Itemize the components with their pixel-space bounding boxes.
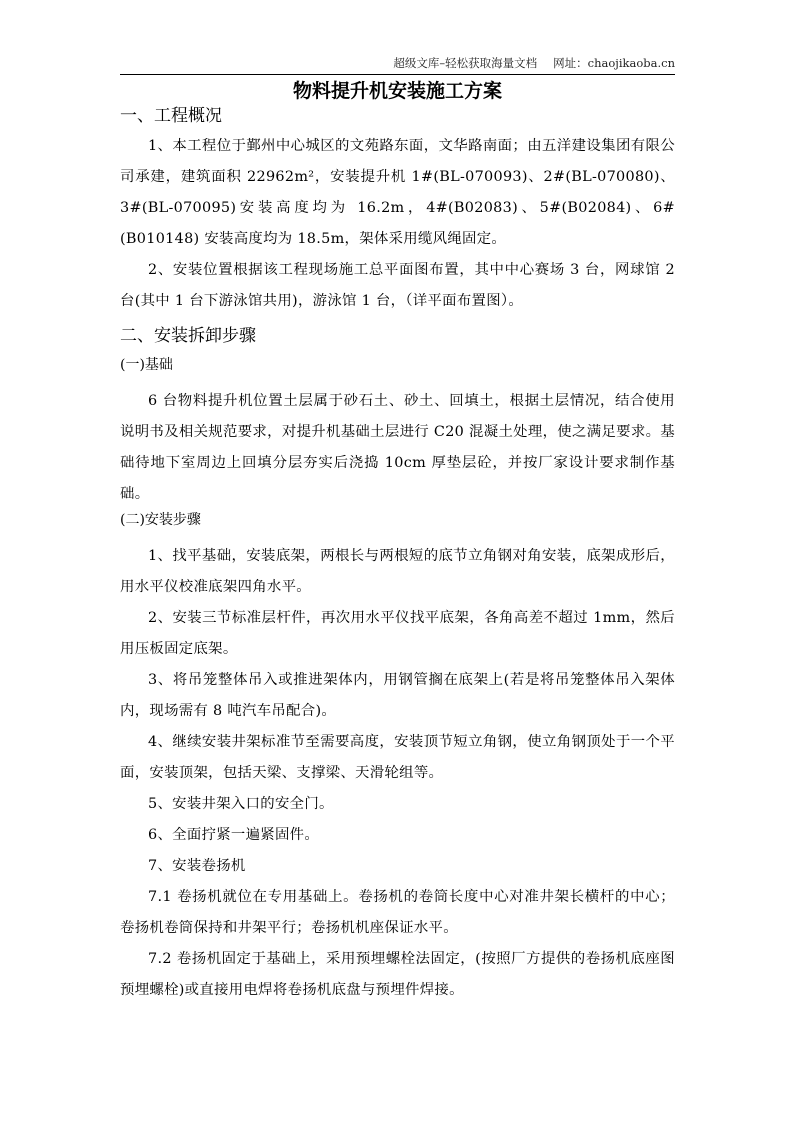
page-header (120, 54, 675, 75)
paragraph: 7、安装卷扬机 (148, 858, 246, 874)
paragraph: 6、全面拧紧一遍紧固件。 (148, 827, 320, 843)
paragraph: 2、安装位置根据该工程现场施工总平面图布置，其中中心赛场 3 台，网球馆 2 台(其中 1 台下游泳馆共用)，游泳馆 1 台，（详平面布置图）。 (120, 262, 675, 309)
header-url: 网址：chaojikaoba.cn (553, 56, 675, 70)
paragraph: 6 台物料提升机位置土层属于砂石土、砂土、回填土，根据土层情况，结合使用说明书及相关规范要求，对提升机基础土层进行 C20 混凝土处理，使之满足要求。基础待地下室周边上回填分层夯实后浇捣 10cm 厚垫层砼，并按厂家设计要求制作基础。 (120, 393, 675, 502)
header-site-name: 超级文库–轻松获取海量文档 (393, 56, 538, 70)
section-heading-install-steps: 二、安装拆卸步骤 (120, 326, 256, 346)
document-title: 物料提升机安装施工方案 (292, 80, 502, 102)
paragraph: 1、找平基础，安装底架，两根长与两根短的底节立角钢对角安装，底架成形后，用水平仪校准底架四角水平。 (120, 548, 675, 595)
paragraph: 1、本工程位于鄞州中心城区的文苑路东面，文华路南面；由五洋建设集团有限公司承建，建筑面积 22962m²，安装提升机 1#(BL-070093)、2#(BL-070080)、3#(BL-070095)安装高度均为 16.2m，4#(B02083)、5#(B02084)、6#(B010148) 安装高度均为 18.5m，架体采用缆风绳固定。 (120, 138, 675, 247)
subsection-heading-procedure: (二)安装步骤 (120, 512, 201, 528)
paragraph: 7.1 卷扬机就位在专用基础上。卷扬机的卷筒长度中心对准井架长横杆的中心；卷扬机卷筒保持和井架平行；卷扬机机座保证水平。 (120, 889, 675, 936)
section-heading-overview: 一、工程概况 (120, 106, 222, 126)
paragraph: 2、安装三节标准层杆件，再次用水平仪找平底架，各角高差不超过 1mm，然后用压板固定底架。 (120, 610, 675, 657)
document-body (120, 104, 675, 1006)
paragraph: 5、安装井架入口的安全门。 (148, 796, 334, 812)
paragraph: 4、继续安装井架标准节至需要高度，安装顶节短立角钢，使立角钢顶处于一个平面，安装顶架，包括天梁、支撑梁、天滑轮组等。 (120, 734, 675, 781)
paragraph: 3、将吊笼整体吊入或推进架体内，用钢管搁在底架上(若是将吊笼整体吊入架体内，现场需有 8 吨汽车吊配合)。 (120, 672, 675, 719)
subsection-heading-foundation: (一)基础 (120, 357, 173, 373)
paragraph: 7.2 卷扬机固定于基础上，采用预埋螺栓法固定，(按照厂方提供的卷扬机底座图预埋螺栓)或直接用电焊将卷扬机底盘与预埋件焊接。 (120, 951, 675, 998)
